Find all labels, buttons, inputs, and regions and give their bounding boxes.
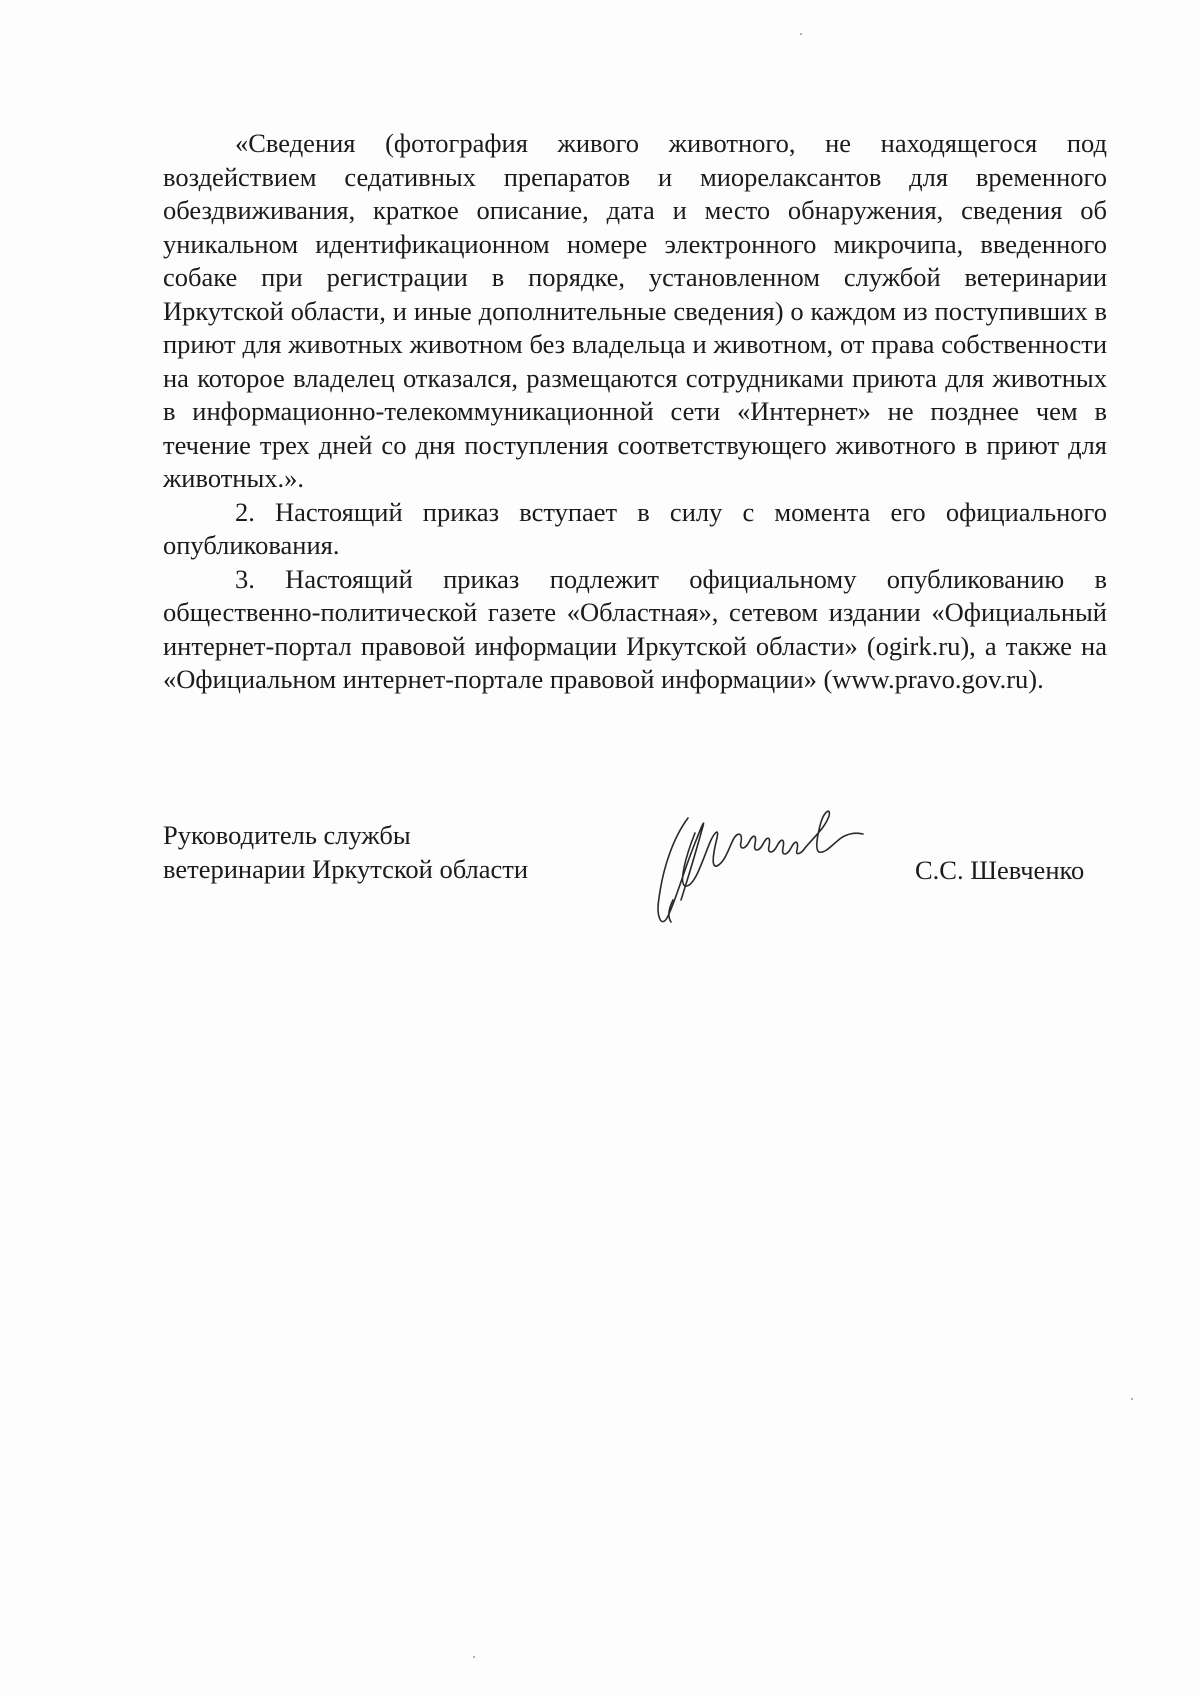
scan-speck: [473, 1656, 475, 1658]
signer-name: С.С. Шевченко: [915, 855, 1085, 885]
paragraph-publication: 3. Настоящий приказ подлежит официальному опубликованию в общественно-политической газете «Областная», сетевом издании «Официальный интернет-портал правовой информации Иркутской области» (ogirk.ru), а также на «Официальном интернет-портале правовой информации» (www.pravo.gov.ru).: [163, 563, 1107, 694]
paragraph-amendment-text: «Сведения (фотография живого животного, не находящегося под воздействием седативных препаратов и миорелаксантов для временного обездвиживания, краткое описание, дата и место обнаружения, сведения об уникальном идентификационном номере электронного микрочипа, введенного собаке при регистрации в порядке, установленном службой ветеринарии Иркутской области, и иные дополнительные сведения) о каждом из поступивших в приют для животных животном без владельца и животном, от права собственности на которое владелец отказался, размещаются сотрудниками приюта для животных в информационно-телекоммуникационной сети «Интернет» не позднее чем в течение трех дней со дня поступления соответствующего животного в приют для животных.».: [163, 128, 1107, 493]
scan-speck: [1131, 1398, 1133, 1400]
handwritten-signature: [633, 788, 883, 938]
signer-title-line-2: ветеринарии Иркутской области: [163, 854, 529, 884]
signature-block: [163, 818, 1107, 938]
signer-title-line-1: Руководитель службы: [163, 820, 411, 850]
scan-speck: [800, 33, 802, 35]
paragraph-entry-into-force: 2. Настоящий приказ вступает в силу с момента его официального опубликования.: [163, 496, 1107, 560]
signer-title: [163, 818, 528, 886]
document-body: [163, 127, 1107, 697]
